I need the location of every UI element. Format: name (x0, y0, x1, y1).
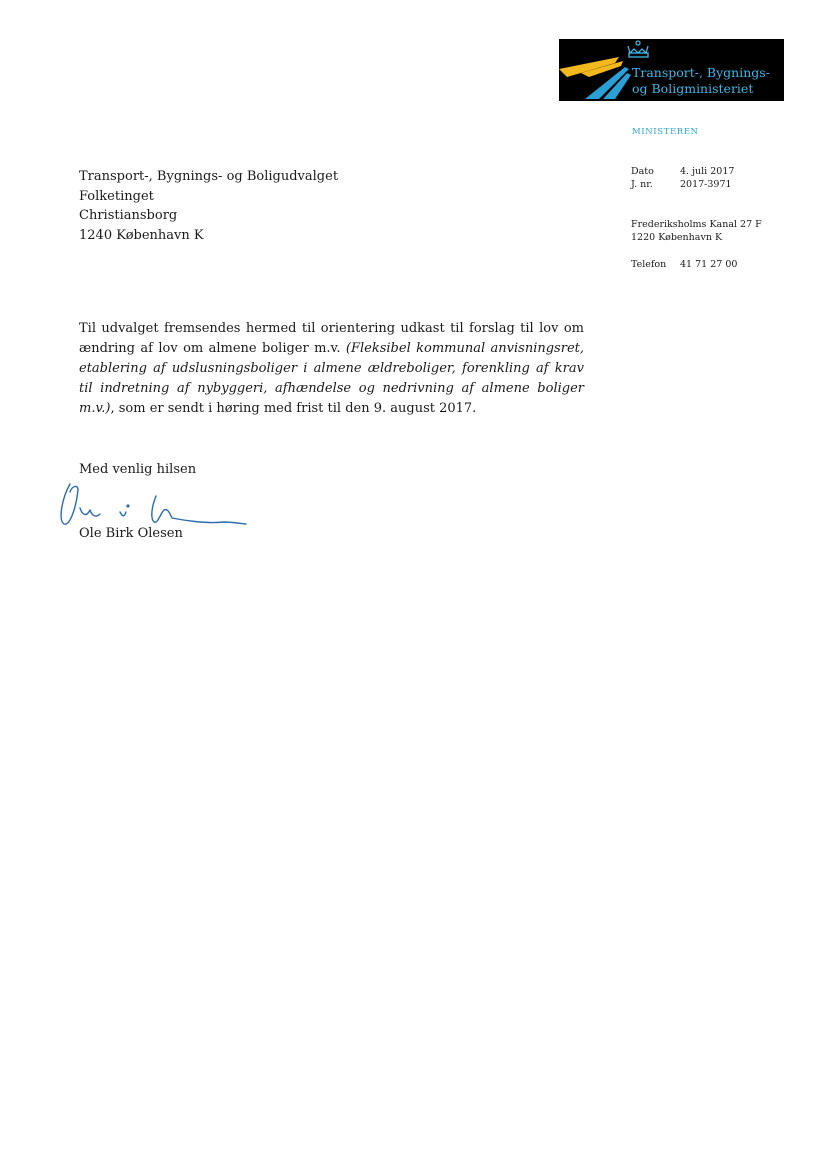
body-outro: , som er sendt i høring med frist til den 9. august 2017. (110, 401, 477, 416)
reference-value: 2017-3971 (680, 179, 732, 190)
closing-salutation: Med venlig hilsen (79, 462, 197, 477)
body-bill-title: (Fleksibel kommunal anvisningsret, etablering af udslusningsboliger i almene ældreboliger, forenkling af krav til indretning af nybyggeri, afhændelse og nedrivning af almene boliger m.v.) (79, 341, 584, 416)
letter-body (79, 319, 584, 419)
sender-unit: MINISTEREN (632, 127, 699, 137)
signer-name: Ole Birk Olesen (79, 526, 183, 541)
reference-row (631, 178, 732, 191)
address-line1: Frederiksholms Kanal 27 F (631, 219, 762, 230)
ministry-logo (559, 39, 784, 101)
body-intro: Til udvalget fremsendes hermed til orientering udkast til forslag til lov om ændring af lov om almene boliger m.v. (79, 321, 584, 356)
recipient-line1: Transport-, Bygnings- og Boligudvalget (79, 169, 339, 184)
recipient-address (79, 167, 338, 245)
logo-text-line1: Transport-, Bygnings- (632, 65, 770, 80)
phone-row (631, 258, 737, 271)
date-label: Dato (631, 166, 654, 177)
recipient-line2: Folketinget (79, 188, 154, 204)
address-line2: 1220 København K (631, 232, 723, 243)
reference-label: J. nr. (631, 179, 653, 190)
date-value: 4. juli 2017 (680, 166, 735, 177)
logo-text-line2: og Boligministeriet (632, 81, 754, 96)
phone-label: Telefon (631, 259, 667, 270)
phone-value: 41 71 27 00 (680, 259, 738, 270)
recipient-line3: Christiansborg (79, 208, 178, 223)
recipient-line4: 1240 København K (79, 227, 204, 243)
date-row (631, 165, 734, 178)
